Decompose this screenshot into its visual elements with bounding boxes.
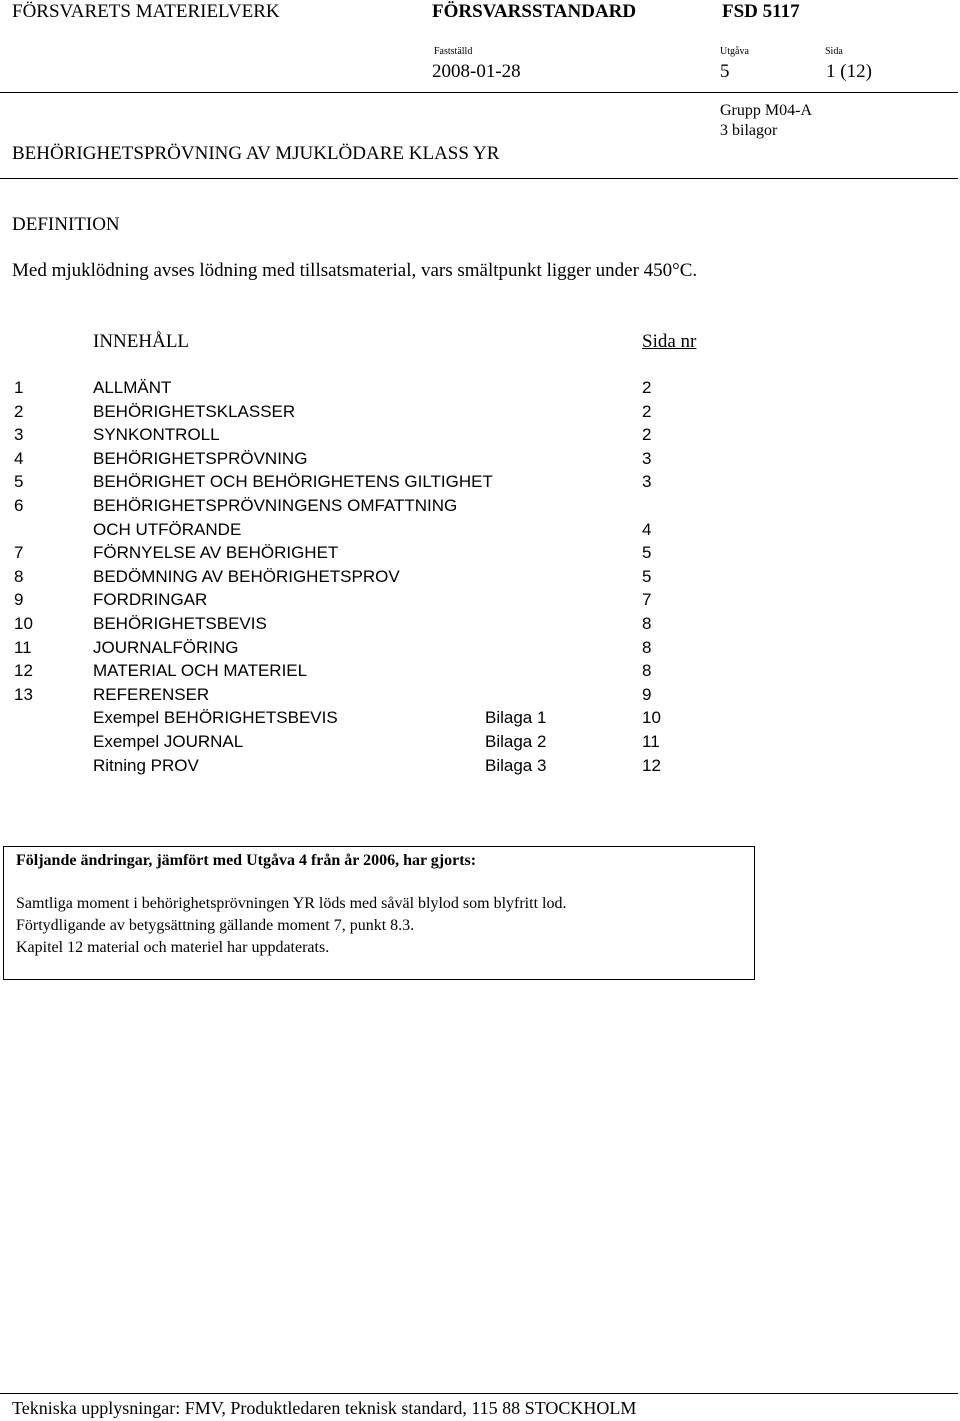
toc-entry [0,425,960,449]
toc-entry [0,496,960,520]
toc-entry-page: 5 [642,566,652,586]
toc-entry [0,567,960,591]
toc-entry-title: OCH UTFÖRANDE [93,519,242,539]
toc-entry [0,590,960,614]
change-item: Förtydligande av betygsättning gällande moment 7, punkt 8.3. [16,917,415,934]
toc-entry-page: 8 [642,661,652,681]
toc-entry [0,661,960,685]
toc-entry-number: 9 [14,590,24,610]
toc-entry [0,378,960,402]
toc-entry [0,685,960,709]
toc-entry-page: 2 [642,401,652,421]
toc-entry [0,614,960,638]
toc-entry-page: 2 [642,378,652,397]
established-label: Fastställd [434,46,473,57]
toc-entry-title: BEDÖMNING AV BEHÖRIGHETSPROV [93,566,400,586]
toc-entry-title: MATERIAL OCH MATERIEL [93,661,308,681]
toc-entry-title: BEHÖRIGHETSBEVIS [93,614,267,633]
toc-entry-number: 5 [14,472,24,492]
page-label: Sida [825,46,843,57]
toc-entry [0,708,960,732]
toc-entry [0,638,960,662]
group-code: Grupp M04-A [720,102,812,119]
toc-entry-page: 11 [642,732,660,751]
toc-entry [0,732,960,756]
toc-entry [0,520,960,544]
appendix-count: 3 bilagor [720,122,778,139]
toc-entry-title: BEHÖRIGHETSPRÖVNINGENS OMFATTNING [93,496,458,515]
footer-divider [0,1393,958,1394]
toc-entry-number: 6 [14,496,24,515]
toc-entry-page: 9 [642,684,652,704]
footer-text: Tekniska upplysningar: FMV, Produktledaren teknisk standard, 115 88 STOCKHOLM [12,1398,637,1418]
toc-entry-number: 10 [14,614,33,633]
toc-entry-page: 8 [642,637,652,657]
toc-entry-page: 4 [642,519,652,539]
toc-entry-title: REFERENSER [93,684,210,704]
definition-heading: DEFINITION [12,214,120,235]
toc-entry-page: 3 [642,472,652,492]
toc-entry-number: 7 [14,543,24,563]
toc-entry [0,449,960,473]
toc-entry-title: FÖRNYELSE AV BEHÖRIGHET [93,543,339,563]
changes-heading: Följande ändringar, jämfört med Utgåva 4 från år 2006, har gjorts: [16,852,477,869]
toc-entry-title: Exempel JOURNAL [93,732,244,751]
toc-entry [0,402,960,426]
page-number: 1 (12) [826,61,872,82]
standard-id: FSD 5117 [722,1,800,22]
toc-entry [0,543,960,567]
toc-entry-title: JOURNALFÖRING [93,637,239,657]
toc-entry-number: 3 [14,425,24,445]
definition-text: Med mjuklödning avses lödning med tillsatsmaterial, vars smältpunkt ligger under 450°C. [12,260,698,281]
toc-entry-title: SYNKONTROLL [93,425,220,445]
toc-entry-page: 7 [642,590,652,610]
toc-entry-page: 10 [642,708,661,728]
edition-label: Utgåva [720,46,749,57]
toc-entry-page: 3 [642,448,652,468]
toc-entry [0,472,960,496]
change-item: Samtliga moment i behörighetsprövningen YR löds med såväl blylod som blyfritt lod. [16,895,567,912]
header-divider [0,92,958,93]
edition-number: 5 [720,61,730,82]
toc-entry-page: 2 [642,425,652,445]
toc-entry-number: 1 [14,378,24,397]
toc-entry-appendix: Bilaga 1 [485,708,547,728]
toc-entry-appendix: Bilaga 3 [485,755,547,775]
toc-entry-page: 5 [642,543,652,563]
change-item: Kapitel 12 material och materiel har uppdaterats. [16,939,330,956]
changes-box [3,846,755,980]
toc-entry-title: BEHÖRIGHETSKLASSER [93,401,296,421]
toc-entry-title: ALLMÄNT [93,378,172,397]
toc-page-heading: Sida nr [642,331,697,352]
toc-entry-page: 12 [642,755,661,775]
toc-entry-title: Exempel BEHÖRIGHETSBEVIS [93,708,338,728]
established-date: 2008-01-28 [432,61,521,82]
toc-entry-appendix: Bilaga 2 [485,732,547,751]
title-divider [0,178,958,179]
toc-entry-number: 4 [14,448,24,468]
standard-type: FÖRSVARSSTANDARD [432,1,637,22]
toc-heading: INNEHÅLL [93,331,190,352]
toc-entry-number: 8 [14,566,24,586]
toc-entry-title: FORDRINGAR [93,590,208,610]
toc-entry-title: Ritning PROV [93,755,199,775]
toc-entry-number: 2 [14,401,24,421]
toc-entry-page: 8 [642,614,652,633]
toc-entry-title: BEHÖRIGHET OCH BEHÖRIGHETENS GILTIGHET [93,472,493,492]
toc-entry-number: 11 [14,637,32,657]
organization-name: FÖRSVARETS MATERIELVERK [12,1,280,22]
toc-entry-title: BEHÖRIGHETSPRÖVNING [93,448,308,468]
document-title: BEHÖRIGHETSPRÖVNING AV MJUKLÖDARE KLASS YR [12,143,500,164]
toc-entry-number: 13 [14,684,33,704]
toc-entry-number: 12 [14,661,33,681]
toc-entry [0,756,960,780]
